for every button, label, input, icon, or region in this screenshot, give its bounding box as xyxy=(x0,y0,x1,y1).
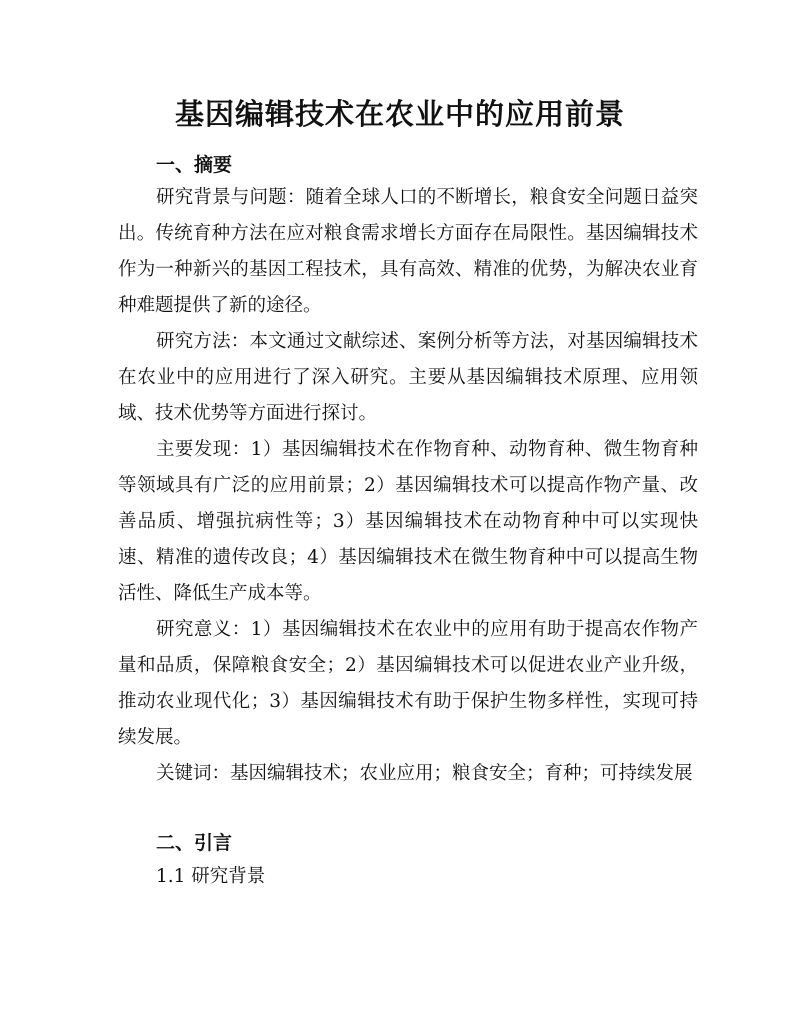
paragraph-findings: 主要发现：1）基因编辑技术在作物育种、动物育种、微生物育种等领域具有广泛的应用前景；2）基因编辑技术可以提高作物产量、改善品质、增强抗病性等；3）基因编辑技术在动物育种中可以实现快速、精准的遗传改良；4）基因编辑技术在微生物育种中可以提高生物活性、降低生产成本等。 xyxy=(118,439,698,604)
subsection-heading: 1.1 研究背景 xyxy=(156,866,266,887)
paragraph-keywords: 关键词：基因编辑技术；农业应用；粮食安全；育种；可持续发展 xyxy=(156,763,693,784)
document-title: 基因编辑技术在农业中的应用前景 xyxy=(174,97,625,131)
paragraph-background: 研究背景与问题：随着全球人口的不断增长，粮食安全问题日益突出。传统育种方法在应对粮食需求增长方面存在局限性。基因编辑技术作为一种新兴的基因工程技术，具有高效、精准的优势，为解决农业育种难题提供了新的途径。 xyxy=(118,187,698,316)
paragraph-significance: 研究意义：1）基因编辑技术在农业中的应用有助于提高农作物产量和品质，保障粮食安全；2）基因编辑技术可以促进农业产业升级，推动农业现代化；3）基因编辑技术有助于保护生物多样性，实现可持续发展。 xyxy=(118,619,698,748)
abstract-heading: 一、摘要 xyxy=(156,154,233,176)
intro-heading: 二、引言 xyxy=(156,832,233,854)
paragraph-method: 研究方法：本文通过文献综述、案例分析等方法，对基因编辑技术在农业中的应用进行了深入研究。主要从基因编辑技术原理、应用领域、技术优势等方面进行探讨。 xyxy=(118,331,698,424)
